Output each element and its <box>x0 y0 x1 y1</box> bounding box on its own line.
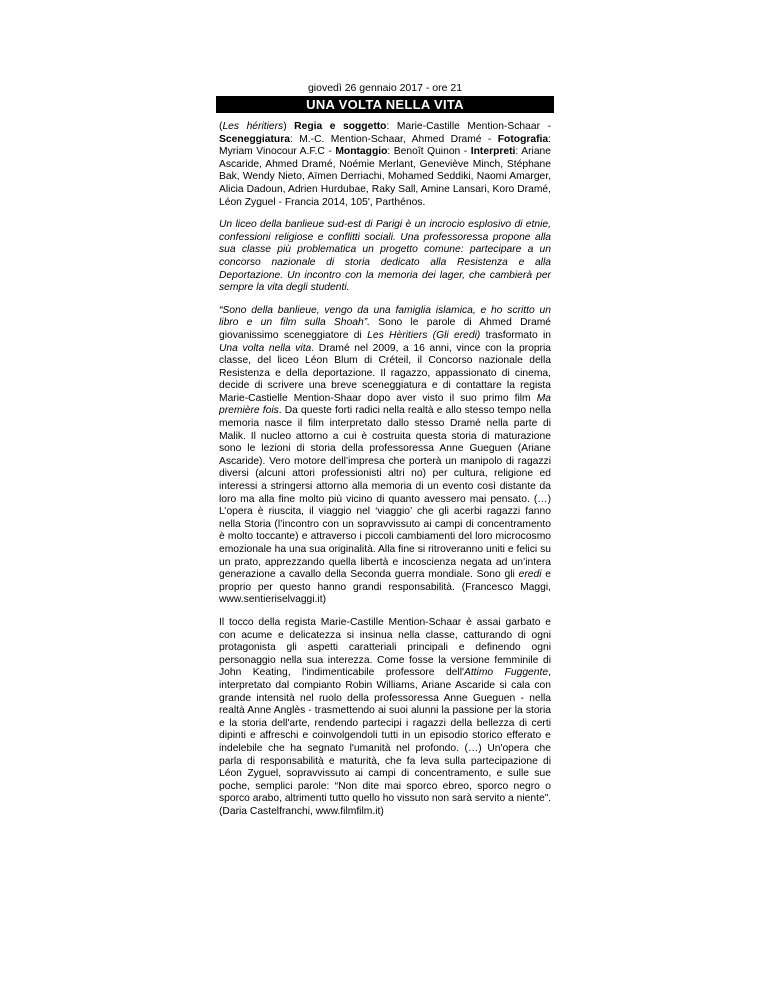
first-film-title: Ma première fois <box>219 392 551 417</box>
credits-paragraph: (Les héritiers) Regia e soggetto: Marie-Castille Mention-Schaar - Sceneggiatura: M.-C. Mention-Schaar, Ahmed Dramé - Fotografia: Myriam Vinocour A.F.C - Montaggio: Benoît Quinon - Interpreti: Ariane Ascaride, Ahmed Dramé, Noémie Merlant, Geneviève Minch, Stéphane Bak, Wendy Nieto, Aïmen Derriachi, Mohamed Seddiki, Naomi Amarger, Alicia Dadoun, Adrien Hurdubae, Raky Sall, Amine Lansari, Koro Dramé, Léon Zyguel - Francia 2014, 105', Parthénos. <box>219 121 552 208</box>
review-maggi <box>219 305 551 607</box>
direction-label: Regia e soggetto <box>294 121 387 132</box>
synopsis-paragraph: Un liceo della banlieue sud-est di Parigi è un incrocio esplosivo di etnie, confessioni religiose e conflitti sociali. Una professoressa propone alla sua classe più problematica un progetto comune: partecipare a un concorso nazionale di storia dedicato alla Resistenza e alla Deportazione. Un incontro con la memoria dei lager, che cambierà per sempre la vita degli studenti. <box>219 219 551 294</box>
photography-value: Myriam Vinocour A.F.C - <box>219 146 332 158</box>
screenplay-value: M.-C. Mention-Schaar, Ahmed Dramé - <box>299 133 492 145</box>
cast-label: Interpreti <box>470 146 516 158</box>
film-italian-title: Una volta nella vita <box>219 342 312 354</box>
film-original-title: Les Hèritiers (Gli eredi) <box>367 329 481 341</box>
screenplay-label: Sceneggiatura <box>219 133 290 145</box>
film-title: UNA VOLTA NELLA VITA <box>216 96 554 113</box>
article-column <box>219 82 551 828</box>
review-maggi-text-5: e proprio per questo hanno grandi responsabilità. (Francesco Maggi, www.sentieriselvaggi.it) <box>219 569 552 606</box>
review-maggi-text-4: . Da queste forti radici nella realtà e allo stesso tempo nella memoria nasce il film interpretato dallo stesso Dramé nella parte di Malik. Il nucleo attorno a cui è costruita questa storia di maturazione sono le lezioni di storia della professoressa Anne Gueguen (Ariane Ascaride). Vero motore dell’impresa che porterà un manipolo di ragazzi diversi (alcuni attori professionisti altri no) per cultura, religione ed interessi a stringersi attorno alla memoria di un evento così distante da loro ma alla fine molto più vicino di quanto avessero mai pensato. (…) L’opera è riuscita, il viaggio nel ‘viaggio’ che gli acerbi ragazzi fanno nella Storia (l’incontro con un sopravvissuto ai campi di concentramento è molto toccante) e attraverso i piccoli cambiamenti del loro microcosmo emozionale ha una sua originalità. Alla fine si ritroveranno uniti e felici su un prato, apprezzando quella libertà e incoscienza negata ad un’intera generazione a cavallo della Seconda guerra mondiale. Sono gli <box>219 405 551 581</box>
review-castelfranchi <box>219 617 551 819</box>
cast-value: Ariane Ascaride, Ahmed Dramé, Noémie Merlant, Geneviève Minch, Stéphane Bak, Wendy Nieto, Aïmen Derriachi, Mohamed Seddiki, Naomi Amarger, Alicia Dadoun, Adrien Hurdubae, Raky Sall, Amine Lansari, Koro Dramé, Léon Zyguel - Francia 2014, 105', Parthénos. <box>219 146 551 208</box>
dramé-quote: “Sono della banlieue, vengo da una famiglia islamica, e ho scritto un libro e un film sulla Shoah”. <box>219 304 551 329</box>
review-maggi-text-3: . Dramé nel 2009, a 16 anni, vince con la propria classe, del liceo Léon Blum di Créteil, il Concorso nazionale della Resistenza e della deportazione. Il ragazzo, appassionato di cinema, decide di scrivere una breve sceneggiatura e di contattare la regista Marie-Castielle Mention-Shaar dopo aver visto il suo primo film <box>219 342 551 404</box>
review-maggi-text-2: trasformato in <box>480 329 551 341</box>
review-castelfranchi-text-1: Il tocco della regista Marie-Castille Mention-Schaar è assai garbato e con acume e delicatezza si insinua nella classe, catturando di ogni protagonista gli aspetti caratteriali principali e definendo ogni personaggio nella sua interezza. Come fosse la versione femminile di John Keating, l'indimenticabile professore dell' <box>219 616 551 679</box>
editing-value: Benoît Quinon - <box>393 146 468 158</box>
review-castelfranchi-text-2: , interpretato dal compianto Robin Williams, Ariane Ascaride si cala con grande intensità nel ruolo della professoressa Anne Gueguen - nella realtà Anne Anglès - trasmettendo ai suoi alunni la passione per la storia e la storia dell'arte, rendendo partecipi i ragazzi della bellezza di certi dipinti e affreschi e coinvolgendoli tutti in un episodio storico efferato e indelebile che ha segnato l'umanità nel profondo. (…) Un'opera che parla di responsabilità e maturità, che fa leva sulla partecipazione di Léon Zyguel, sopravvissuto ai campi di concentramento, e sulle sue poche, semplici parole: “Non dite mai sporco ebreo, sporco negro o sporco arabo, altrimenti tutto quello ho vissuto non sarà servito a niente”. (Daria Castelfranchi, www.filmfilm.it) <box>219 667 551 817</box>
direction-value: Marie-Castille Mention-Schaar - <box>396 121 552 132</box>
editing-label: Montaggio <box>335 146 388 158</box>
attimo-fuggente-title: Attimo Fuggente <box>463 667 549 679</box>
original-title: Les héritiers <box>222 121 284 132</box>
eredi-word: eredi <box>518 569 542 581</box>
screening-dateline: giovedì 26 gennaio 2017 - ore 21 <box>307 82 463 94</box>
photography-label: Fotografia <box>497 133 549 145</box>
review-maggi-text-1: Sono le parole di Ahmed Dramé giovanissimo sceneggiatore di <box>219 317 551 341</box>
